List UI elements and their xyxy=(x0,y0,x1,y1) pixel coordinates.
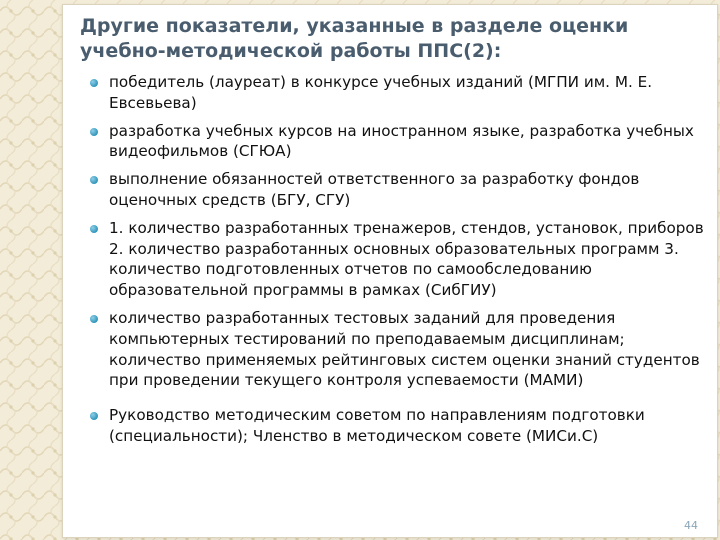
bullet-icon xyxy=(90,176,98,184)
bullet-icon xyxy=(90,128,98,136)
list-item xyxy=(90,169,708,211)
list-item xyxy=(90,308,708,391)
list-item-text: 1. количество разработанных тренажеров, стендов, установок, приборов 2. количество разработанных основных образовательных программ 3. количество подготовленных отчетов по самообследованию образовательной программы в рамках (СибГИУ) xyxy=(109,218,704,300)
slide-title: Другие показатели, указанные в разделе оценки учебно-методической работы ППС(2): xyxy=(80,15,629,62)
bullet-icon xyxy=(90,412,98,420)
page-number: 44 xyxy=(684,519,698,532)
list-item xyxy=(90,405,708,447)
list-item xyxy=(90,218,708,301)
list-item xyxy=(90,121,708,163)
bullet-list xyxy=(90,72,708,454)
list-item xyxy=(90,72,708,114)
list-item-text: количество разработанных тестовых заданий для проведения компьютерных тестирований по преподаваемым дисциплинам; количество применяемых рейтинговых систем оценки знаний студентов при проведении текущего контроля успеваемости (МАМИ) xyxy=(109,308,700,390)
bullet-icon xyxy=(90,315,98,323)
list-item-text: выполнение обязанностей ответственного за разработку фондов оценочных средств (БГУ, СГУ) xyxy=(109,170,640,209)
list-item-text: победитель (лауреат) в конкурсе учебных изданий (МГПИ им. М. Е. Евсевьева) xyxy=(109,73,653,112)
list-item-text: разработка учебных курсов на иностранном языке, разработка учебных видеофильмов (СГЮА) xyxy=(109,121,694,161)
bullet-icon xyxy=(90,79,98,87)
list-item-text: Руководство методическим советом по направлениям подготовки (специальности); Членство в методическом совете (МИСи.С) xyxy=(109,406,645,445)
bullet-icon xyxy=(90,225,98,233)
